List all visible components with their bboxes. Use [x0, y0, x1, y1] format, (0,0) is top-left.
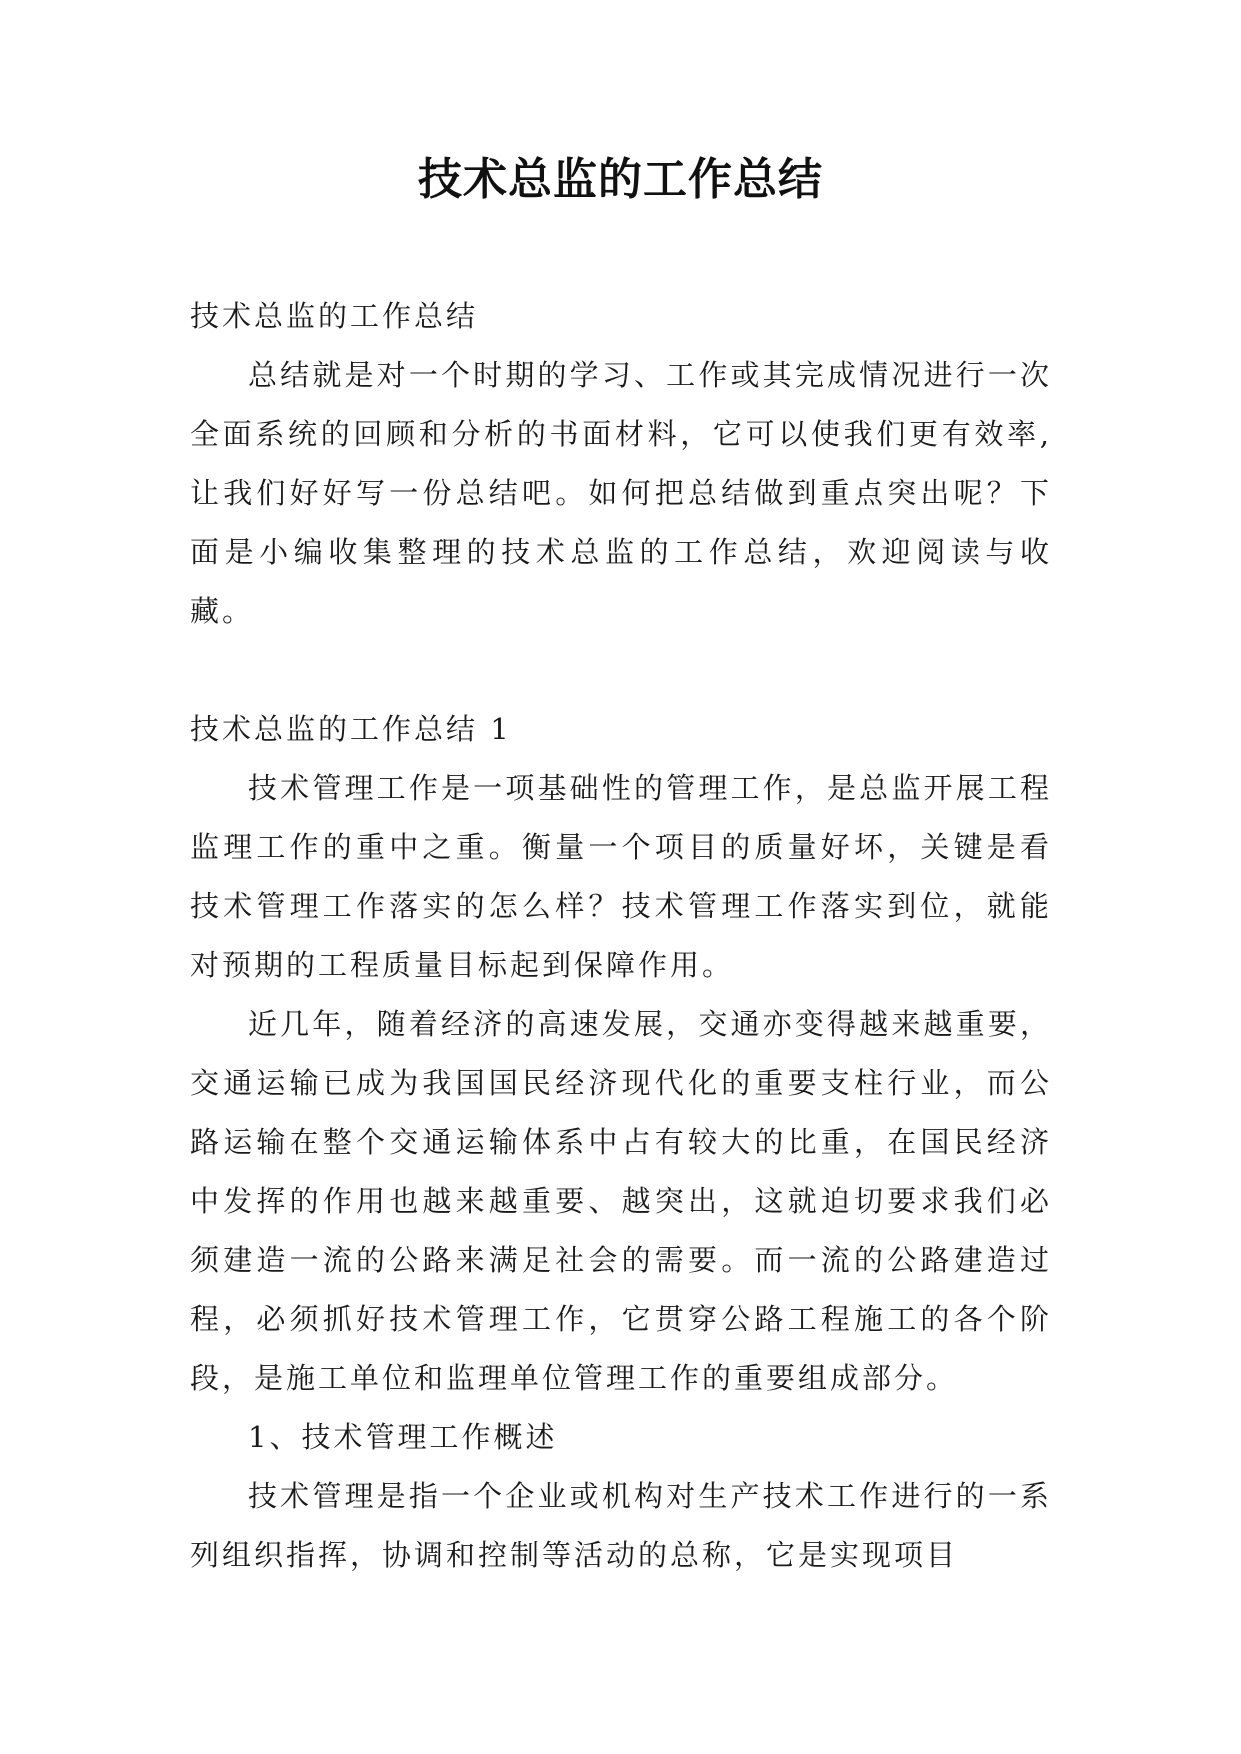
body-paragraph: 近几年，随着经济的高速发展，交通亦变得越来越重要，交通运输已成为我国国民经济现代化的重要支柱行业，而公路运输在整个交通运输体系中占有较大的比重，在国民经济中发挥的作用也越来越重要、越突出，这就迫切要求我们必须建造一流的公路来满足社会的需要。而一流的公路建造过程，必须抓好技术管理工作，它贯穿公路工程施工的各个阶段，是施工单位和监理单位管理工作的重要组成部分。	[190, 1007, 1052, 1395]
document-body	[190, 287, 1052, 1585]
body-paragraph: 技术管理工作是一项基础性的管理工作，是总监开展工程监理工作的重中之重。衡量一个项目的质量好坏，关键是看技术管理工作落实的怎么样？技术管理工作落实到位，就能对预期的工程质量目标起到保障作用。	[190, 771, 1052, 982]
body-paragraph: 技术管理是指一个企业或机构对生产技术工作进行的一系列组织指挥，协调和控制等活动的总称，它是实现项目	[190, 1479, 1052, 1572]
section-heading: 技术总监的工作总结 1	[190, 712, 512, 746]
intro-paragraph: 总结就是对一个时期的学习、工作或其完成情况进行一次全面系统的回顾和分析的书面材料，它可以使我们更有效率,让我们好好写一份总结吧。如何把总结做到重点突出呢？下面是小编收集整理的技术总监的工作总结，欢迎阅读与收藏。	[190, 358, 1052, 628]
document-title: 技术总监的工作总结	[418, 154, 823, 205]
subtitle-paragraph: 技术总监的工作总结	[190, 299, 479, 333]
subsection-heading: 1、技术管理工作概述	[248, 1420, 558, 1454]
